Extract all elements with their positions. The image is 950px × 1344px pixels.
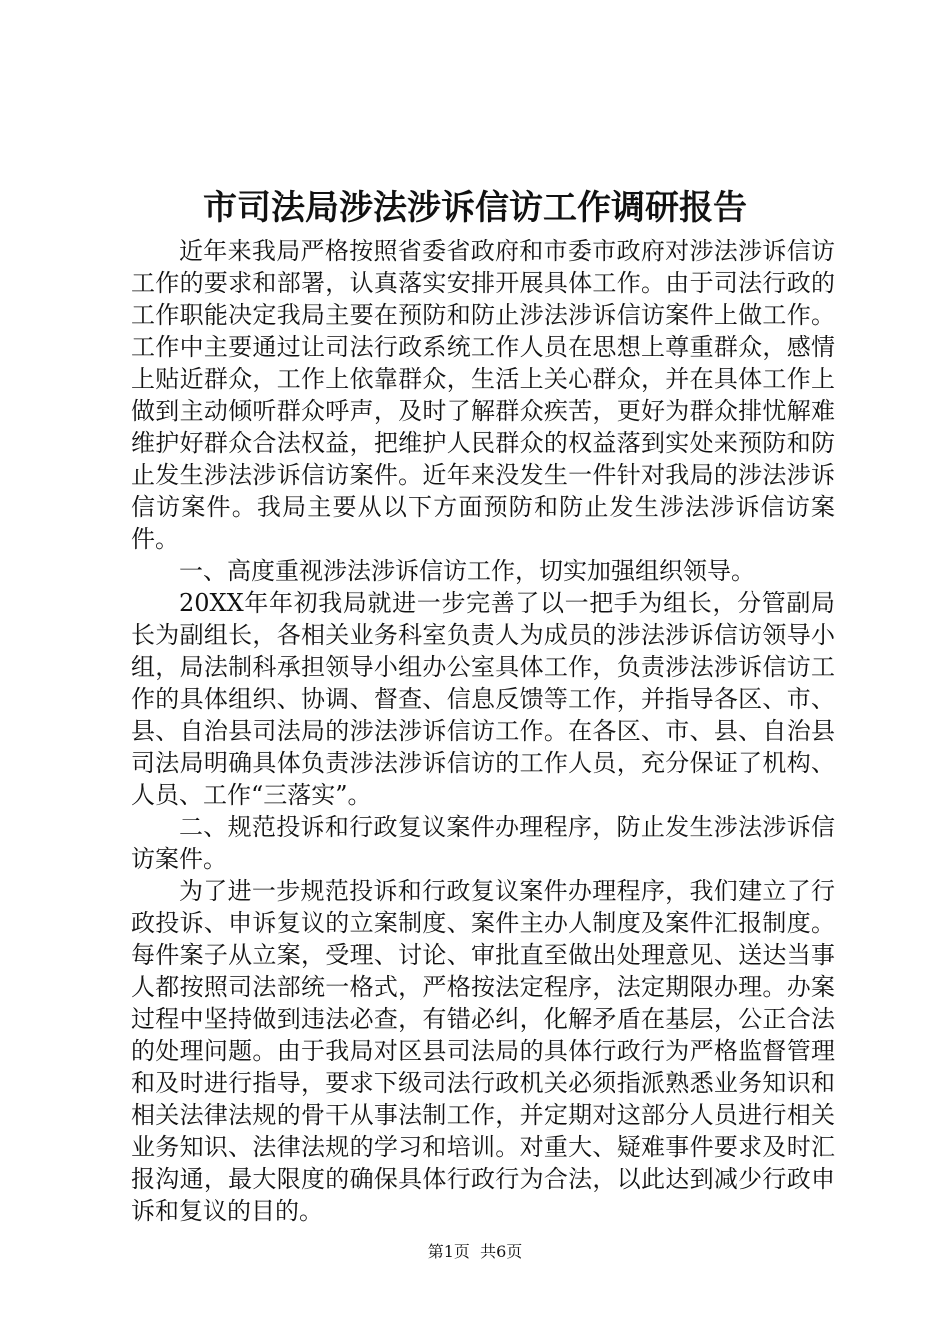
page-number: 第1页 xyxy=(427,1242,470,1261)
document-body xyxy=(131,235,835,1227)
page-footer xyxy=(0,1241,950,1263)
paragraph-intro: 近年来我局严格按照省委省政府和市委市政府对涉法涉诉信访工作的要求和部署，认真落实安排开展具体工作。由于司法行政的工作职能决定我局主要在预防和防止涉法涉诉信访案件上做工作。工作中主要通过让司法行政系统工作人员在思想上尊重群众，感情上贴近群众，工作上依靠群众，生活上关心群众，并在具体工作上做到主动倾听群众呼声，及时了解群众疾苦，更好为群众排忧解难维护好群众合法权益，把维护人民群众的权益落到实处来预防和防止发生涉法涉诉信访案件。近年来没发生一件针对我局的涉法涉诉信访案件。我局主要从以下方面预防和防止发生涉法涉诉信访案件。 xyxy=(131,237,835,553)
paragraph-section-1: 20XX年年初我局就进一步完善了以一把手为组长，分管副局长为副组长，各相关业务科室负责人为成员的涉法涉诉信访领导小组，局法制科承担领导小组办公室具体工作，负责涉法涉诉信访工作的具体组织、协调、督查、信息反馈等工作，并指导各区、市、县、自治县司法局的涉法涉诉信访工作。在各区、市、县、自治县司法局明确具体负责涉法涉诉信访的工作人员，充分保证了机构、人员、工作“三落实”。 xyxy=(131,589,835,809)
paragraph-section-2: 为了进一步规范投诉和行政复议案件办理程序，我们建立了行政投诉、申诉复议的立案制度、案件主办人制度及案件汇报制度。每件案子从立案，受理、讨论、审批直至做出处理意见、送达当事人都按照司法部统一格式，严格按法定程序，法定期限办理。办案过程中坚持做到违法必查，有错必纠，化解矛盾在基层，公正合法的处理问题。由于我局对区县司法局的具体行政行为严格监督管理和及时进行指导，要求下级司法行政机关必须指派熟悉业务知识和相关法律法规的骨干从事法制工作，并定期对这部分人员进行相关业务知识、法律法规的学习和培训。对重大、疑难事件要求及时汇报沟通，最大限度的确保具体行政行为合法，以此达到减少行政申诉和复议的目的。 xyxy=(131,877,835,1225)
section-heading-2: 二、规范投诉和行政复议案件办理程序，防止发生涉法涉诉信访案件。 xyxy=(131,813,835,873)
page-total: 共6页 xyxy=(480,1242,523,1261)
document-title: 市司法局涉法涉诉信访工作调研报告 xyxy=(203,188,747,228)
section-heading-1: 一、高度重视涉法涉诉信访工作，切实加强组织领导。 xyxy=(179,557,755,585)
